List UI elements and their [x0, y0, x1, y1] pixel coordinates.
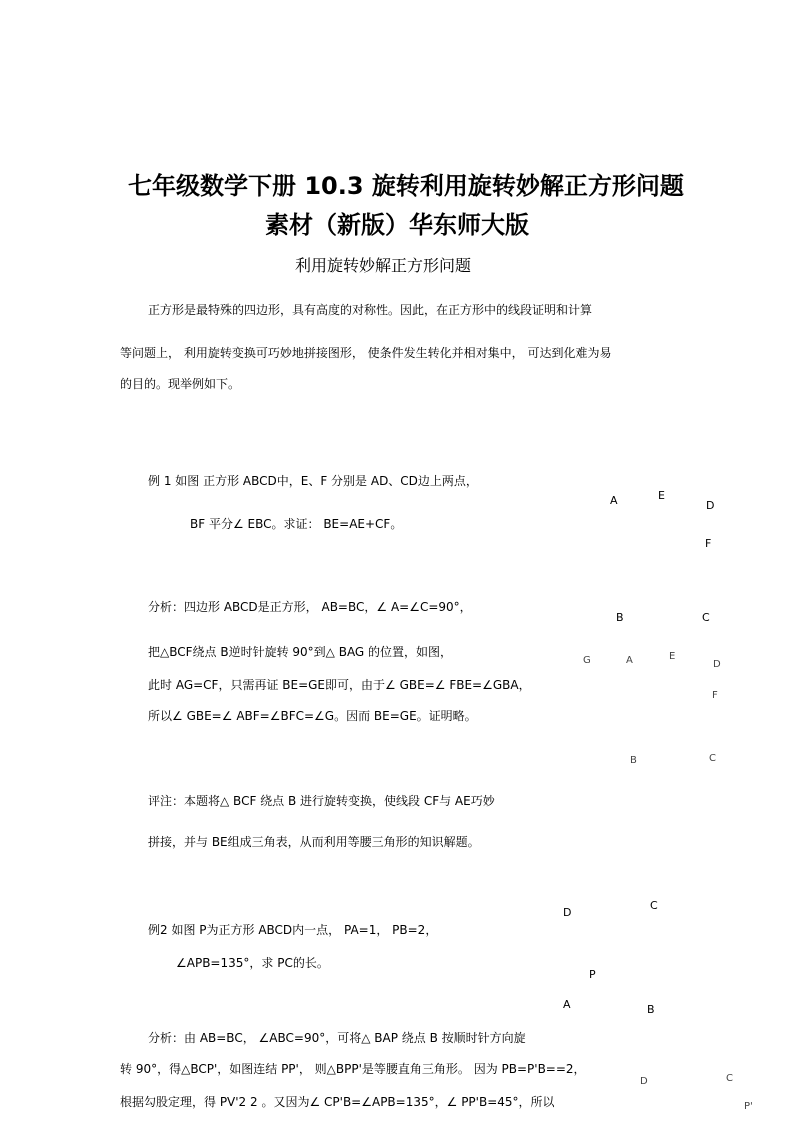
- fig2-label-e: E: [669, 651, 676, 662]
- intro-line-1: 正方形是最特殊的四边形，具有高度的对称性。因此，在正方形中的线段证明和计算: [148, 303, 593, 317]
- example2-line-1: 例2 如图 P为正方形 ABCD内一点， PA=1， PB=2，: [148, 923, 438, 937]
- fig1-label-c: C: [702, 611, 710, 624]
- fig2-label-b: B: [630, 755, 637, 766]
- fig3-label-b: B: [647, 1003, 655, 1016]
- example2-analysis-3: 根据勾股定理，得 PV'2 2 。又因为∠ CP'B=∠APB=135°，∠ PP'B=45°，所以: [120, 1095, 555, 1109]
- intro-line-3: 的目的。现举例如下。: [120, 377, 241, 391]
- fig4-label-c: C: [726, 1073, 733, 1084]
- example2-line-2: ∠APB=135°，求 PC的长。: [176, 956, 329, 970]
- fig2-label-g: G: [583, 655, 591, 666]
- example1-analysis-2: 把△BCF绕点 B逆时针旋转 90°到△ BAG 的位置，如图，: [148, 645, 453, 659]
- fig3-label-a: A: [563, 998, 571, 1011]
- example2-analysis-1: 分析：由 AB=BC， ∠ABC=90°，可将△ BAP 绕点 B 按顺时针方向旋: [148, 1031, 526, 1045]
- fig3-label-c: C: [650, 899, 658, 912]
- fig2-label-a: A: [626, 655, 633, 666]
- fig3-label-p: P: [589, 968, 596, 981]
- example1-analysis-3: 此时 AG=CF，只需再证 BE=GE即可，由于∠ GBE=∠ FBE=∠GBA，: [148, 678, 531, 692]
- fig1-label-f: F: [705, 537, 712, 550]
- fig1-label-b: B: [616, 611, 624, 624]
- fig2-label-d: D: [713, 659, 721, 670]
- example1-comment-2: 拼接，并与 BE组成三角表，从而利用等腰三角形的知识解题。: [148, 835, 480, 849]
- fig4-label-p-prime: P': [744, 1101, 753, 1112]
- title-line-1: 七年级数学下册 10.3 旋转利用旋转妙解正方形问题: [128, 172, 684, 200]
- example1-line-1: 例 1 如图 正方形 ABCD中，E、F 分别是 AD、CD边上两点，: [148, 474, 478, 488]
- intro-line-2: 等问题上， 利用旋转变换可巧妙地拼接图形， 使条件发生转化并相对集中， 可达到化难为易: [120, 346, 612, 360]
- fig2-label-c: C: [709, 753, 716, 764]
- fig3-label-d: D: [563, 906, 572, 919]
- fig2-label-f: F: [712, 690, 718, 701]
- example1-line-2: BF 平分∠ EBC。求证： BE=AE+CF。: [190, 517, 403, 531]
- example1-analysis-4: 所以∠ GBE=∠ ABF=∠BFC=∠G。因而 BE=GE。证明略。: [148, 709, 477, 723]
- example1-analysis-1: 分析：四边形 ABCD是正方形， AB=BC，∠ A=∠C=90°，: [148, 600, 472, 614]
- subtitle: 利用旋转妙解正方形问题: [295, 256, 472, 275]
- fig1-label-a: A: [610, 494, 618, 507]
- example1-comment-1: 评注：本题将△ BCF 绕点 B 进行旋转变换，使线段 CF与 AE巧妙: [148, 794, 495, 808]
- fig1-label-d: D: [706, 499, 715, 512]
- title-line-2: 素材（新版）华东师大版: [265, 211, 529, 239]
- example2-analysis-2: 转 90°，得△BCP'，如图连结 PP'， 则△BPP'是等腰直角三角形。 因为 PB=P'B==2，: [120, 1062, 586, 1076]
- fig4-label-d: D: [640, 1076, 648, 1087]
- fig1-label-e: E: [658, 489, 665, 502]
